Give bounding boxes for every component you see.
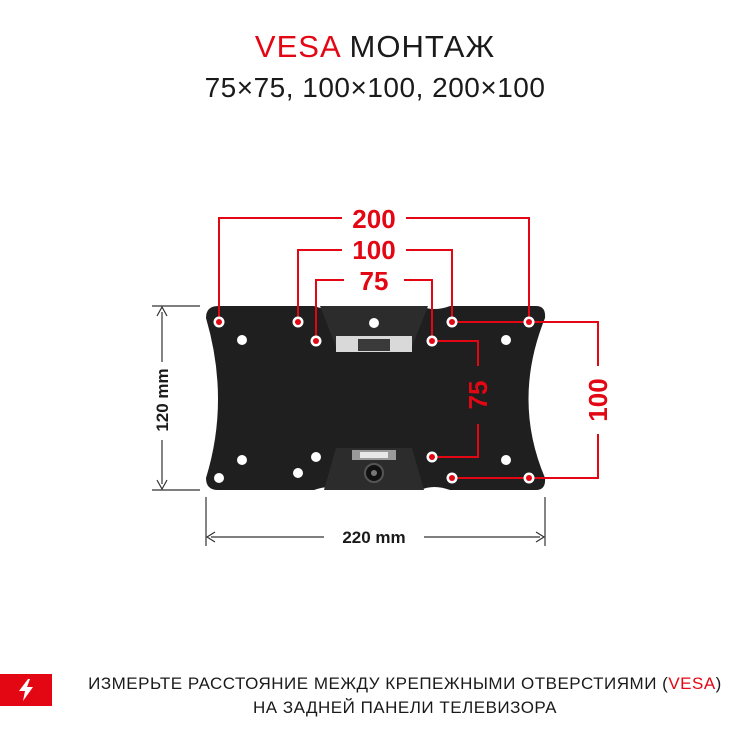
title-rest: МОНТАЖ (339, 29, 496, 64)
footer-line1-prefix: ИЗМЕРЬТЕ РАССТОЯНИЕ МЕЖДУ КРЕПЕЖНЫМИ ОТВЕРСТИЯМИ ( (88, 674, 669, 693)
footer-line1 (60, 672, 750, 696)
page-subtitle: 75×75, 100×100, 200×100 (204, 72, 546, 103)
footer-line1-suffix: ) (715, 674, 722, 693)
top-bracket (320, 306, 428, 352)
height-label: 120 mm (153, 368, 172, 432)
footer-line2: НА ЗАДНЕЙ ПАНЕЛИ ТЕЛЕВИЗОРА (253, 698, 557, 717)
lightning-bolt-badge (0, 674, 52, 706)
vesa-75-top-label: 75 (359, 266, 389, 296)
vesa-200-label: 200 (352, 204, 396, 234)
vesa-100-side-label: 100 (583, 378, 613, 422)
footer-line1-accent: VESA (668, 674, 716, 693)
vesa-75-side-label: 75 (463, 380, 493, 410)
width-label: 220 mm (342, 528, 406, 547)
lightning-bolt-icon (16, 678, 36, 702)
footer-text (60, 672, 750, 720)
title-accent: VESA (254, 29, 340, 64)
vesa-100-top-label: 100 (352, 235, 396, 265)
footer-note (0, 672, 750, 722)
bottom-bracket (324, 448, 424, 490)
